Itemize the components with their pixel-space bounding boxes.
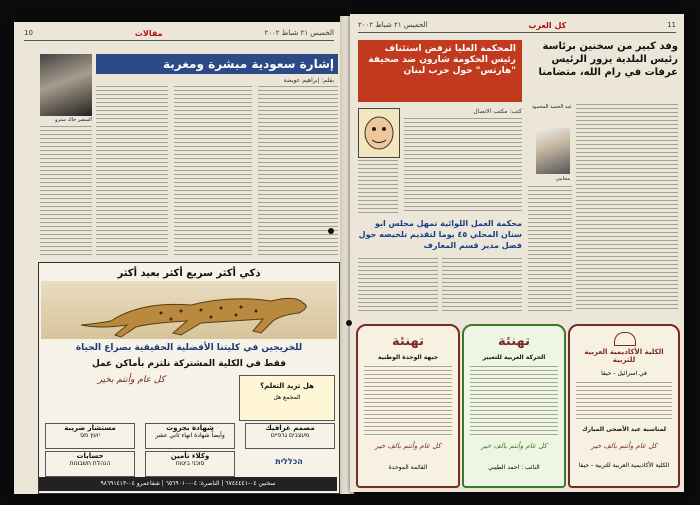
left-headline: إشارة سعودية مبشرة ومغربة (163, 57, 334, 71)
main-headline: وفد كبير من سخنين برئاسة رئيس البلدية يزور الرئيس عرفات في رام الله، متضامنا (538, 41, 678, 78)
card-left-sign: القائمة الموحدة (388, 464, 428, 471)
cheetah-image (41, 281, 337, 339)
ad-brand: הכללית (275, 457, 303, 466)
right-page-number: 11 (667, 21, 676, 29)
article-column-1 (96, 86, 168, 256)
card-left-text (364, 366, 452, 436)
left-section-title: مقالات (134, 28, 163, 38)
ad-box-insurance (145, 451, 235, 477)
red-box-headline: المحكمة العليا ترفض استئناف رئيس الحكومة شارون ضد صحيفة "هارتس" حول حرب لبنان (368, 44, 516, 76)
card-left-title: تهنئة (392, 334, 424, 349)
cheetah-figure (41, 281, 337, 339)
side-caption: عبد الحميد المحمود (531, 104, 572, 110)
article-column-3 (258, 86, 338, 256)
ad-footer: سخنين ٠٤-٦٧٤٤٤٤١ | الناصرة: ٠٤-٦٥٦٩٠١٠ | شفاعمرو ٠٤-٩٨٦٩١٤١٣ (39, 477, 337, 491)
right-article-column-4 (528, 186, 572, 312)
right-article-column-3 (576, 104, 678, 312)
card-middle-from: الحركة العربية للتغيير (482, 354, 546, 361)
right-logo: كل العرب (528, 20, 567, 30)
ad-box-insurance-he: סוכני ביטוח (175, 460, 205, 467)
blue-headline: محكمة العمل اللوائية تمهل مجلس ابو سنان المحلي ٤٥ يوما لتقديم تلخيصه حول فصل مدير قسم المعارف (358, 219, 522, 250)
ad-box-bagrut-sub: وأيضاً شهادة انهاء ثاني عشر (155, 432, 225, 439)
right-article-column-6 (442, 258, 522, 314)
right-article-column-2 (358, 160, 398, 214)
card-left-from: جبهة الوحدة الوطنية (377, 354, 439, 361)
article-column-2 (174, 86, 252, 256)
right-article-column-5 (358, 258, 438, 314)
photo-caption: السفير جاك سترو (55, 117, 92, 123)
greeting-card-middle (462, 324, 566, 488)
ad-box-bagrut (145, 423, 235, 449)
ad-box-graphic-label: مصمم غرافيك (265, 424, 315, 432)
ad-headline-bottom: فقط في الكلية المشتركة نلتزم بأماكن عمل (91, 359, 287, 369)
card-right-text (576, 382, 672, 422)
college-emblem-icon (614, 332, 636, 346)
ad-slogan: كل عام وأنتم بخير (97, 375, 165, 385)
card-right-body: لمناسبة عيد الأضحى المبارك (582, 426, 666, 433)
ad-box-graphic-he: מעצבים גרפיים (270, 432, 310, 439)
ad-center-label: هل تريد التعلم؟ (260, 382, 314, 390)
red-box-author: كتب: مكتب الاتصال (473, 108, 522, 115)
red-headline-box (358, 40, 522, 102)
columnist-byline: بقلم: إبراهيم عويضة (283, 77, 334, 84)
binding-hole-top (328, 228, 334, 234)
card-left-greeting: كل عام وأنتم بالف خير (375, 442, 441, 450)
card-middle-sign: النائب : احمد الطيبي (488, 464, 540, 471)
card-middle-greeting: كل عام وأنتم بالف خير (481, 442, 547, 450)
card-right-greeting: كل عام وأنتم بالف خير (591, 442, 657, 450)
columnist-photo (40, 54, 92, 116)
card-middle-title: تهنئة (498, 334, 530, 349)
lawyer-portrait (536, 128, 570, 174)
binding-hole-bottom (346, 320, 352, 326)
card-right-title: الكلية الأكاديمية العربية للتربية (584, 348, 664, 364)
caricature-drawing (359, 109, 399, 157)
left-page-number: 10 (24, 29, 33, 37)
ad-box-tax (45, 423, 135, 449)
ad-box-insurance-label: وكلاء تأمين (170, 452, 210, 460)
left-masthead (24, 26, 334, 41)
card-middle-text (470, 366, 558, 436)
left-newspaper-page (14, 22, 344, 494)
right-article-column-1 (404, 118, 522, 214)
card-right-subtitle: في اسرائيل - حيفا (601, 370, 647, 377)
article-column-4 (40, 126, 92, 256)
portrait-caption: محامي (555, 176, 570, 182)
right-date: الخميس ٢١ شباط ٢٠٠٢ (358, 21, 428, 29)
college-advertisement (38, 262, 340, 494)
ad-center-box (239, 375, 335, 421)
left-date: الخميس ٢١ شباط ٢٠٠٢ (264, 29, 334, 37)
ad-headline-mid: للخريجين في كليتنا الأفضلية الحقيقية بصراع الحياة (75, 343, 303, 353)
ad-box-accounting (45, 451, 135, 477)
ad-box-graphic (245, 423, 335, 449)
greeting-card-right (568, 324, 680, 488)
card-right-sign: الكلية الأكاديمية العربية للتربية - حيفا (578, 462, 670, 469)
ad-box-accounting-label: حسابات (76, 452, 104, 460)
ad-box-tax-label: مستشار ضريبة (64, 424, 116, 432)
right-newspaper-page (350, 14, 684, 492)
ad-center-sub: المجمع هل (273, 394, 301, 401)
caricature (358, 108, 400, 158)
ad-box-bagrut-label: شهادة بجروت (166, 424, 214, 432)
right-masthead (358, 18, 676, 33)
ad-box-accounting-he: הנהלת חשבונות (69, 460, 111, 467)
greeting-card-left (356, 324, 460, 488)
ad-box-tax-he: יועץ מס (80, 432, 100, 439)
ad-headline-top: ذكي أكثر سريع أكثر بعيد أكثر (117, 268, 261, 279)
